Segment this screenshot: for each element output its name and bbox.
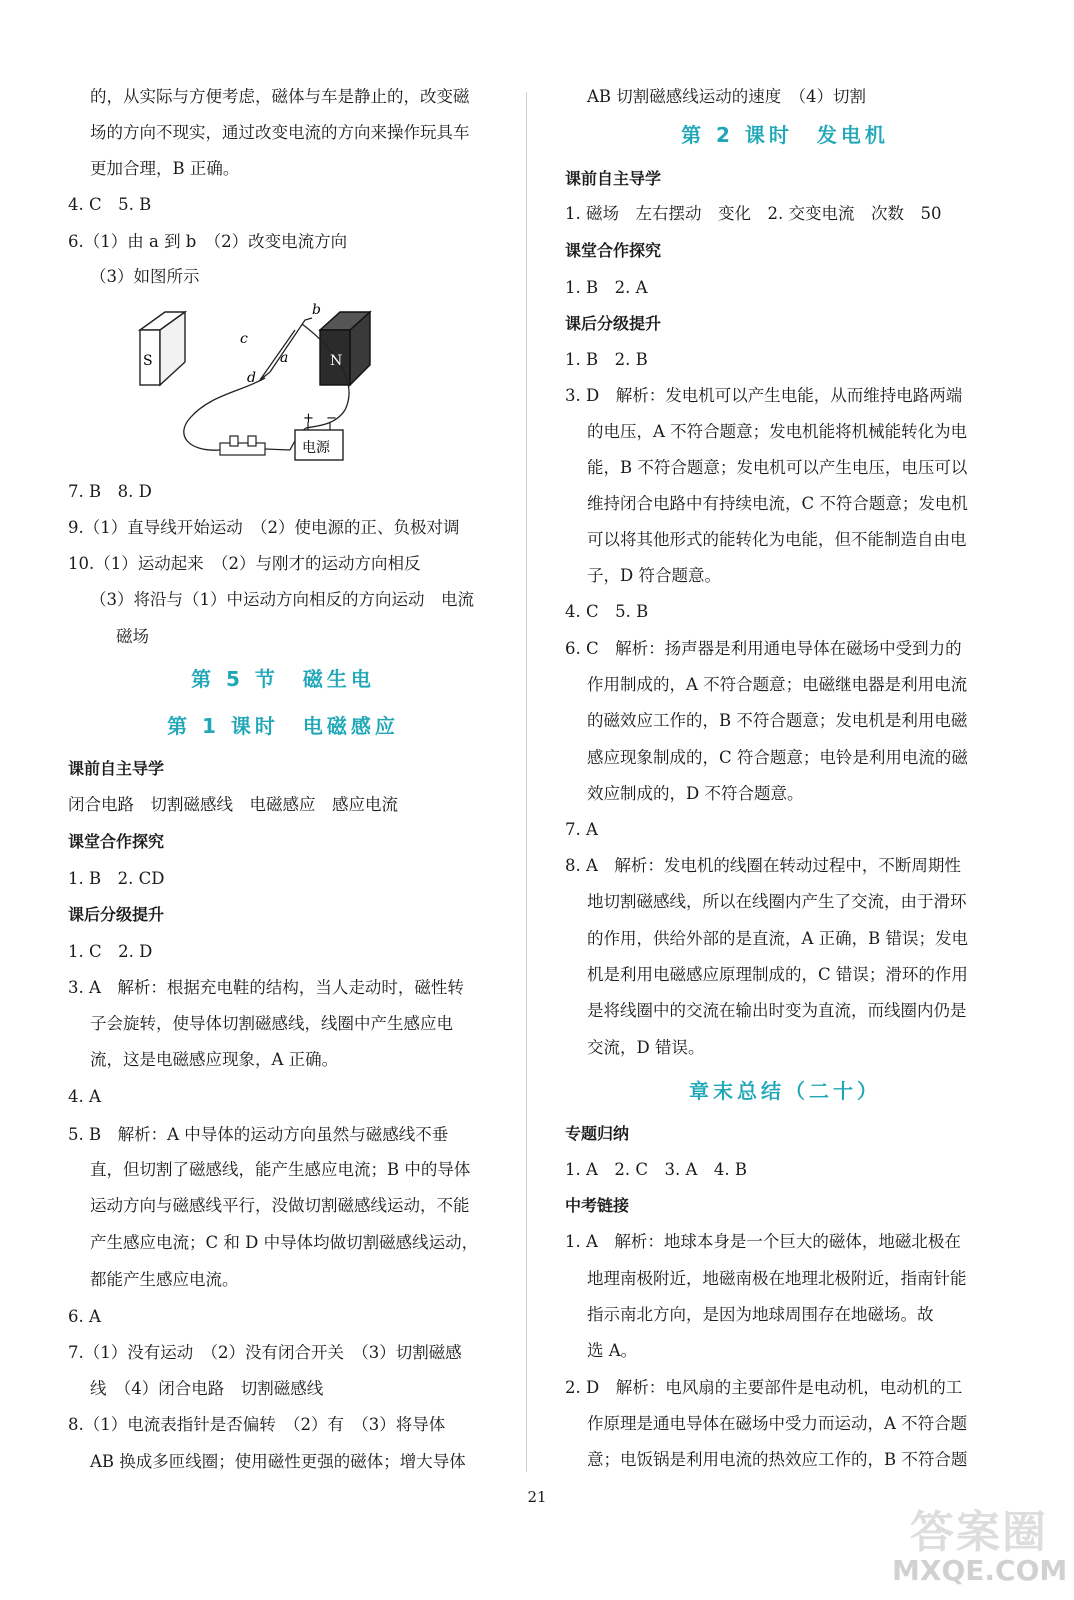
text-line: 更加合理，B 正确。 [90, 159, 240, 178]
section-heading: 课后分级提升 [565, 314, 662, 333]
text-line: 流，这是电磁感应现象，A 正确。 [90, 1050, 339, 1069]
text-line: 子会旋转，使导体切割磁感线，线圈中产生感应电 [90, 1014, 453, 1033]
chapter-summary-title: 章末总结（二十） [689, 1079, 881, 1103]
text-line: AB 切割磁感线运动的速度 （4）切割 [587, 87, 867, 106]
section-heading: 课堂合作探究 [565, 241, 662, 260]
answer-line: 9.（1）直导线开始运动 （2）使电源的正、负极对调 [68, 518, 460, 537]
answer-line: 1. A 解析：地球本身是一个巨大的磁体，地磁北极在 [565, 1232, 961, 1251]
text-line: 意；电饭锅是利用电流的热效应工作的，B 不符合题 [587, 1450, 968, 1469]
section-heading: 课堂合作探究 [68, 832, 165, 851]
answer-line: 6.（1）由 a 到 b （2）改变电流方向 [68, 232, 348, 251]
section-heading: 专题归纳 [565, 1124, 630, 1143]
section-heading: 课前自主导学 [565, 169, 662, 188]
watermark-text: MXQE.COM [892, 1554, 1068, 1587]
section-title: 第 5 节 磁生电 [191, 667, 375, 691]
answer-line: 7. B 8. D [68, 482, 152, 501]
text-line: 运动方向与磁感线平行，没做切割磁感线运动，不能 [90, 1196, 470, 1215]
text-line: 是将线圈中的交流在输出时变为直流，而线圈内仍是 [587, 1001, 967, 1020]
answer-line: 1. B 2. A [565, 278, 648, 297]
text-line: 直，但切割了磁感线，能产生感应电流；B 中的导体 [90, 1160, 471, 1179]
s-magnet [140, 312, 185, 385]
text-line: 地切割磁感线，所以在线圈内产生了交流，由于滑环 [587, 892, 967, 911]
answer-line: 1. B 2. CD [68, 869, 165, 888]
text-line: （3）将沿与（1）中运动方向相反的方向运动 电流 [90, 590, 474, 609]
label-plus: + [303, 411, 314, 426]
text-line: 选 A。 [587, 1341, 638, 1360]
label-power: 电源 [302, 440, 330, 456]
label-minus: − [326, 411, 337, 426]
answer-line: 1. 磁场 左右摆动 变化 2. 交变电流 次数 50 [565, 204, 942, 223]
section-heading: 中考链接 [565, 1196, 630, 1215]
answer-line: 8.（1）电流表指针是否偏转 （2）有 （3）将导体 [68, 1415, 446, 1434]
text-line: 效应制成的，D 不符合题意。 [587, 784, 804, 803]
label-a: a [280, 350, 289, 366]
answer-line: 3. A 解析：根据充电鞋的结构，当人走动时，磁性转 [68, 978, 464, 997]
text-line: 维持闭合电路中有持续电流，C 不符合题意；发电机 [587, 494, 968, 513]
watermark [892, 1496, 1072, 1596]
column-divider [526, 92, 527, 1472]
answer-line: 5. B 解析：A 中导体的运动方向虽然与磁感线不垂 [68, 1125, 449, 1144]
text-line: 场的方向不现实，通过改变电流的方向来操作玩具车 [90, 123, 470, 142]
answer-line: 7. A [565, 820, 598, 839]
text-line: 的，从实际与方便考虑，磁体与车是静止的，改变磁 [90, 87, 470, 106]
answer-line: 1. C 2. D [68, 942, 153, 961]
page-number: 21 [527, 1488, 547, 1506]
answer-line: 8. A 解析：发电机的线圈在转动过程中，不断周期性 [565, 856, 961, 875]
text-line: 地理南极附近，地磁南极在地理北极附近，指南针能 [587, 1269, 967, 1288]
text-line: 可以将其他形式的能转化为电能，但不能制造自由电 [587, 530, 967, 549]
section-heading: 课后分级提升 [68, 905, 165, 924]
label-c: c [240, 331, 248, 347]
label-s: S [143, 353, 153, 369]
section-heading: 课前自主导学 [68, 759, 165, 778]
lesson-title: 第 2 课时 发电机 [681, 123, 889, 147]
text-line: AB 换成多匝线圈；使用磁性更强的磁体；增大导体 [90, 1452, 466, 1471]
text-line: 闭合电路 切割磁感线 电磁感应 感应电流 [68, 795, 398, 814]
text-line: 作原理是通电导体在磁场中受力而运动，A 不符合题 [587, 1414, 968, 1433]
answer-line: 3. D 解析：发电机可以产生电能，从而维持电路两端 [565, 386, 963, 405]
answer-line: 4. A [68, 1087, 101, 1106]
answer-line: 4. C 5. B [68, 195, 152, 214]
label-n: N [330, 353, 343, 369]
text-line: 磁场 [116, 627, 149, 646]
text-line: 作用制成的，A 不符合题意；电磁继电器是利用电流 [587, 675, 968, 694]
text-line: 都能产生感应电流。 [90, 1270, 239, 1289]
answer-line: 10.（1）运动起来 （2）与刚才的运动方向相反 [68, 554, 421, 573]
text-line: 能，B 不符合题意；发电机可以产生电压，电压可以 [587, 458, 968, 477]
text-line: （3）如图所示 [90, 267, 200, 286]
text-line: 机是利用电磁感应原理制成的，C 错误；滑环的作用 [587, 965, 968, 984]
text-line: 交流，D 错误。 [587, 1038, 705, 1057]
text-line: 产生感应电流；C 和 D 中导体均做切割磁感线运动， [90, 1233, 479, 1252]
answer-line: 7.（1）没有运动 （2）没有闭合开关 （3）切割磁感 [68, 1343, 462, 1362]
text-line: 线 （4）闭合电路 切割磁感线 [90, 1379, 324, 1398]
text-line: 的作用，供给外部的是直流，A 正确，B 错误；发电 [587, 929, 969, 948]
text-line: 的电压，A 不符合题意；发电机能将机械能转化为电 [587, 422, 968, 441]
circuit-diagram [130, 300, 390, 470]
text-line: 的磁效应工作的，B 不符合题意；发电机是利用电磁 [587, 711, 968, 730]
answer-line: 6. A [68, 1307, 101, 1326]
text-line: 指示南北方向，是因为地球周围存在地磁场。故 [587, 1305, 934, 1324]
lesson-title: 第 1 课时 电磁感应 [167, 714, 399, 738]
label-d: d [247, 370, 256, 386]
label-b: b [312, 302, 321, 318]
answer-line: 6. C 解析：扬声器是利用通电导体在磁场中受到力的 [565, 639, 962, 658]
answer-line: 1. A 2. C 3. A 4. B [565, 1160, 748, 1179]
answer-line: 2. D 解析：电风扇的主要部件是电动机，电动机的工 [565, 1378, 963, 1397]
text-line: 感应现象制成的，C 符合题意；电铃是利用电流的磁 [587, 748, 968, 767]
answer-line: 1. B 2. B [565, 350, 648, 369]
switch [220, 436, 290, 455]
watermark-logo: 答案圈 [910, 1507, 1048, 1558]
text-line: 子，D 符合题意。 [587, 566, 721, 585]
answer-line: 4. C 5. B [565, 602, 649, 621]
